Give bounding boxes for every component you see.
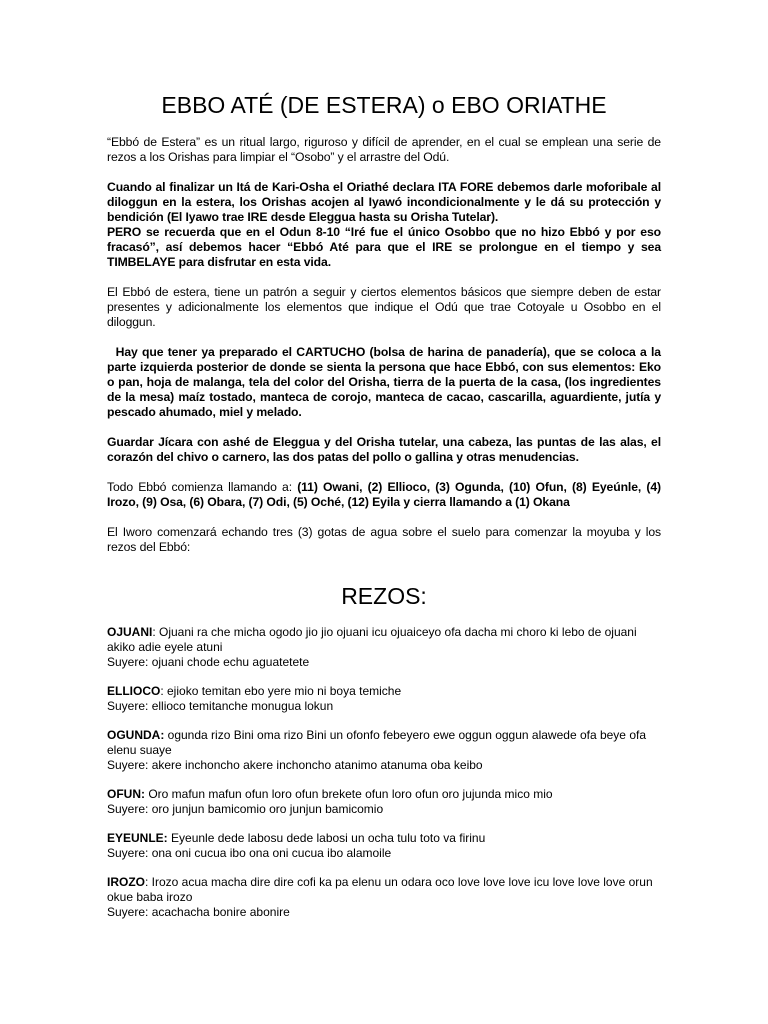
rezo-text: Eyeunle dede labosu dede labosi un ocha tulu toto va firinu — [167, 831, 486, 845]
paragraph-pero: PERO se recuerda que en el Odun 8-10 “Iré fue el único Osobbo que no hizo Ebbó y por eso fracasó”, así debemos hacer “Ebbó Até para que el IRE se prolongue en el tiempo y sea TIMBELAYE para disfrutar en esta vida. — [107, 225, 661, 269]
paragraph-jicara: Guardar Jícara con ashé de Eleggua y del Orisha tutelar, una cabeza, las puntas de las alas, el corazón del chivo o carnero, las dos patas del pollo o gallina y otras menudencias. — [107, 435, 661, 464]
rezo-block-ellioco — [107, 684, 661, 714]
rezo-name: EYEUNLE: — [107, 831, 168, 845]
rezos-heading: REZOS: — [341, 583, 427, 609]
rezo-block-eyeunle — [107, 831, 661, 861]
rezo-line — [107, 875, 661, 905]
rezo-line — [107, 831, 661, 846]
rezo-suyere: Suyere: oro junjun bamicomio oro junjun bamicomio — [107, 802, 384, 816]
rezo-block-irozo — [107, 875, 661, 920]
rezo-text: : ejioko temitan ebo yere mio ni boya temiche — [160, 684, 402, 698]
rezo-suyere: Suyere: acachacha bonire abonire — [107, 905, 290, 919]
rezo-block-ofun — [107, 787, 661, 817]
rezo-block-ojuani — [107, 625, 661, 670]
rezo-suyere: Suyere: akere inchoncho akere inchoncho atanimo atanuma oba keibo — [107, 758, 483, 772]
rezo-suyere: Suyere: ona oni cucua ibo ona oni cucua ibo alamoile — [107, 846, 392, 860]
paragraph-ita-fore: Cuando al finalizar un Itá de Kari-Osha el Oriathé declara ITA FORE debemos darle moforibale al diloggun en la estera, los Orishas acojen al Iyawó incondicionalmente y le dá su protección y bendición (El Iyawo trae IRE desde Eleggua hasta su Orisha Tutelar). — [107, 180, 661, 224]
rezo-name: ELLIOCO — [107, 684, 161, 698]
rezo-name: OJUANI — [107, 625, 153, 639]
rezo-text: : Irozo acua macha dire dire cofi ka pa elenu un odara oco love love love icu love love love orun okue baba irozo — [107, 875, 653, 904]
rezo-suyere: Suyere: ojuani chode echu aguatetete — [107, 655, 310, 669]
paragraph-patron: El Ebbó de estera, tiene un patrón a seguir y ciertos elementos básicos que siempre deben de estar presentes y adicionalmente los elementos que indique el Odú que trae Cotoyale u Osobbo en el diloggun. — [107, 285, 661, 329]
rezo-block-ogunda — [107, 728, 661, 773]
rezo-line — [107, 625, 661, 655]
rezo-text: Oro mafun mafun ofun loro ofun brekete ofun loro ofun oro jujunda mico mio — [145, 787, 553, 801]
rezo-name: OFUN: — [107, 787, 145, 801]
document-body — [107, 90, 665, 920]
paragraph-todo-ebbo — [107, 480, 661, 510]
rezo-text: : Ojuani ra che micha ogodo jio jio ojuani icu ojuaiceyo ofa dacha mi choro ki lebo de ojuani akiko adie eyele atuni — [107, 625, 637, 654]
rezo-line — [107, 728, 661, 758]
paragraph-cartucho: Hay que tener ya preparado el CARTUCHO (bolsa de harina de panadería), que se coloca a la parte izquierda posterior de donde se sienta la persona que hace Ebbó, con sus elementos: Eko o pan, hoja de malanga, tela del color del Orisha, tierra de la puerta de la casa, (los ingredientes de la mesa) maíz tostado, manteca de corojo, manteca de cacao, cascarilla, aguardiente, jutía y pescado ahumado, miel y melado. — [107, 345, 665, 419]
rezo-line — [107, 787, 661, 802]
rezo-line — [107, 684, 661, 699]
rezo-text: ogunda rizo Bini oma rizo Bini un ofonfo febeyero ewe oggun oggun alawede ofa beye ofa elenu suaye — [107, 728, 646, 757]
intro-paragraph: “Ebbó de Estera” es un ritual largo, riguroso y difícil de aprender, en el cual se emplean una serie de rezos a los Orishas para limpiar el “Osobo” y el arrastre del Odú. — [107, 135, 661, 164]
document-title: EBBO ATÉ (DE ESTERA) o EBO ORIATHE — [161, 92, 607, 118]
paragraph-iworo: El Iworo comenzará echando tres (3) gotas de agua sobre el suelo para comenzar la moyuba y los rezos del Ebbó: — [107, 525, 661, 554]
todo-ebbo-lead: Todo Ebbó comienza llamando a: — [107, 480, 298, 494]
rezo-suyere: Suyere: ellioco temitanche monugua lokun — [107, 699, 334, 713]
rezo-name: OGUNDA: — [107, 728, 165, 742]
odu-call-order: (11) Owani, (2) Ellioco, (3) Ogunda, (10) Ofun, (8) Eyeúnle, (4) Irozo, (9) Osa, (6) Obara, (7) Odi, (5) Oché, (12) Eyila y cierra llamando a (1) Okana — [107, 480, 661, 509]
rezo-name: IROZO — [107, 875, 145, 889]
